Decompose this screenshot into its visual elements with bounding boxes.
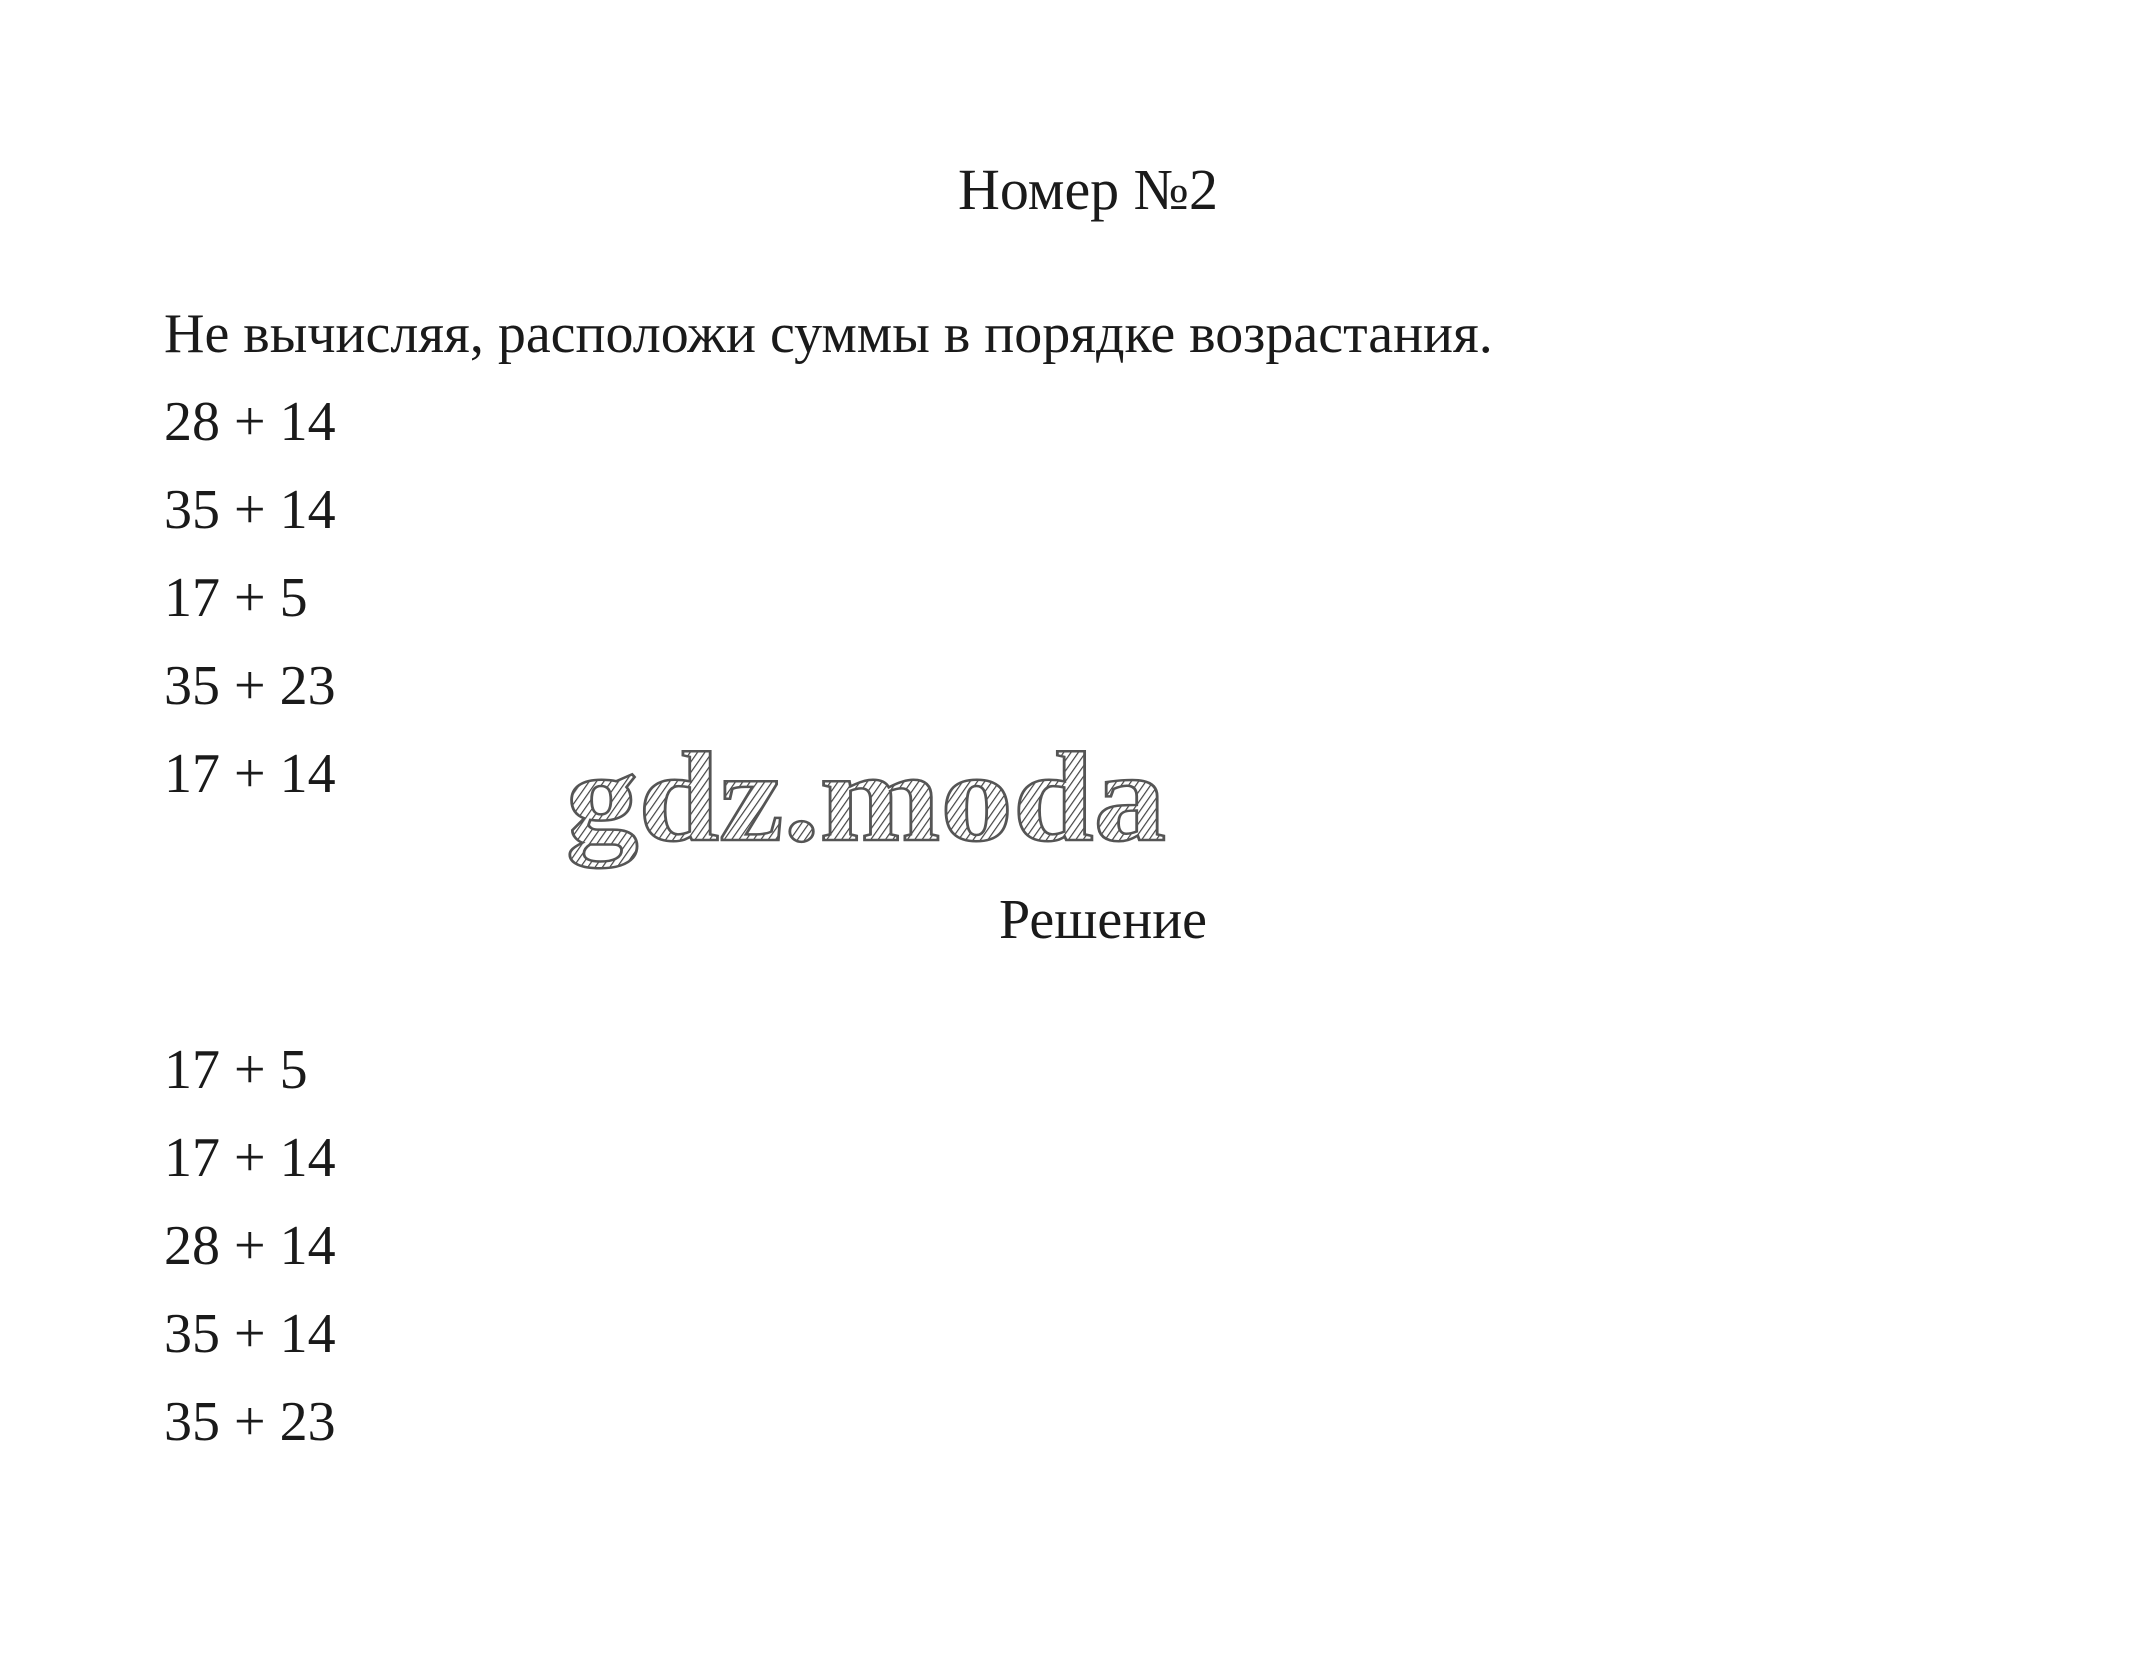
solution-sum-item: 17 + 5: [164, 1039, 308, 1101]
task-sums-list: [164, 388, 336, 828]
task-prompt: Не вычисляя, расположи суммы в порядке возрастания.: [164, 303, 1493, 365]
solution-sum-item: 35 + 23: [164, 1391, 336, 1453]
watermark-logo: [560, 728, 1180, 878]
task-sum-item: 35 + 14: [164, 479, 336, 541]
solution-sum-item: 28 + 14: [164, 1215, 336, 1277]
task-sum-item: 17 + 14: [164, 743, 336, 805]
solution-sums-list: [164, 1036, 336, 1476]
task-sum-item: 35 + 23: [164, 655, 336, 717]
solution-sum-item: 35 + 14: [164, 1303, 336, 1365]
task-sum-item: 17 + 5: [164, 567, 308, 629]
task-sum-item: 28 + 14: [164, 391, 336, 453]
solution-heading: Решение: [998, 889, 1208, 951]
solution-sum-item: 17 + 14: [164, 1127, 336, 1189]
page-title: Номер №2: [957, 157, 1219, 222]
watermark-text: gdz.moda: [566, 728, 1166, 868]
